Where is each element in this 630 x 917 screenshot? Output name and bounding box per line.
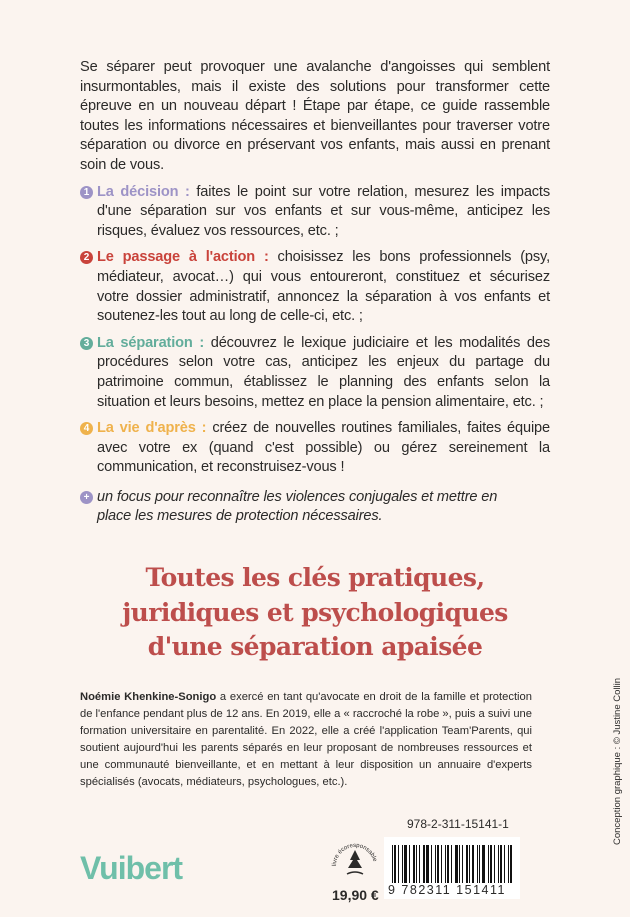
step-text: choisissez les bons professionnels (psy, médiateur, avocat…) qui vous entoureront, constituez et sécurisez votre dossier administratif, annoncez la séparation à vos enfants et soutenez-les tout au long de celle-ci, etc. ; <box>97 249 551 325</box>
barcode-bar <box>394 845 396 883</box>
barcode <box>384 837 520 899</box>
number-3-icon: 3 <box>80 337 93 350</box>
barcode-bar <box>494 845 495 883</box>
step-text: créez de nouvelles routines familiales, faites équipe avec votre ex (quand c'est possible) ou gérez sereinement la communication, et reconstruisez-vous ! <box>97 420 550 476</box>
barcode-bar <box>490 845 492 883</box>
barcode-bar <box>498 845 499 883</box>
barcode-bar <box>472 845 474 883</box>
step-label: Le passage à l'action : <box>97 249 269 266</box>
barcode-number: 9 782311 151411 <box>388 882 506 897</box>
number-2-icon: 2 <box>80 251 93 264</box>
barcode-bar <box>477 845 478 883</box>
back-cover-column <box>80 0 550 917</box>
step-4 <box>80 419 550 478</box>
plus-icon: + <box>80 491 93 504</box>
step-3 <box>80 334 550 412</box>
barcode-bar <box>508 845 509 883</box>
headline-line-2: juridiques et psychologiques <box>122 597 508 627</box>
barcode-bar <box>431 845 432 883</box>
barcode-bar <box>500 845 502 883</box>
barcode-bar <box>459 845 460 883</box>
barcode-bar <box>482 845 485 883</box>
barcode-bar <box>451 845 452 883</box>
intro-paragraph: Se séparer peut provoquer une avalanche d'angoisses qui semblent insurmontables, mais il existe des solutions pour transformer cette épreuve en un nouveau départ ! Étape par étape, ce guide rassemble toutes les informations nécessaires et bienveillantes pour traverser votre séparation ou divorce en préservant vos enfants, mais aussi en prenant soin de vous. <box>80 59 550 173</box>
barcode-bar <box>488 845 489 883</box>
number-1-icon: 1 <box>80 186 93 199</box>
barcode-bar <box>466 845 468 883</box>
step-1 <box>80 183 550 242</box>
headline <box>60 561 570 665</box>
barcode-bar <box>423 845 425 883</box>
step-text: découvrez le lexique judiciaire et les modalités des procédures selon votre cas, anticipez les enjeux du partage du patrimoine commun, établissez le planning des enfants selon la situation et leurs besoins, mettez en place la pension alimentaire, etc. ; <box>97 334 550 410</box>
eco-label-text: livre écoresponsable <box>331 842 378 866</box>
barcode-bar <box>392 845 393 883</box>
barcode-bar <box>455 845 458 883</box>
eco-label-icon <box>330 836 380 882</box>
barcode-bar <box>445 845 446 883</box>
barcode-bar <box>419 845 420 883</box>
isbn: 978-2-311-15141-1 <box>407 816 509 831</box>
barcode-bar <box>479 845 480 883</box>
price: 19,90 € <box>332 886 379 903</box>
step-label: La vie d'après : <box>97 420 207 437</box>
barcode-bar <box>447 845 449 883</box>
barcode-bar <box>416 845 417 883</box>
number-4-icon: 4 <box>80 422 93 435</box>
barcode-bar <box>435 845 436 883</box>
design-credit: Conception graphique : © Justine Collin <box>612 677 623 845</box>
focus-text: un focus pour reconnaître les violences conjugales et mettre en place les mesures de protection nécessaires. <box>97 488 498 525</box>
barcode-bar <box>402 845 403 883</box>
barcode-bar <box>510 845 512 883</box>
barcode-bar <box>413 845 415 883</box>
author-name: Noémie Khenkine-Sonigo <box>80 690 217 703</box>
bio-text: a exercé en tant qu'avocate en droit de la famille et protection de l'enfance pendant plus de 12 ans. En 2019, elle a « raccroché la robe », puis a suivi une formation universitaire en parentalité. En 2022, elle a créé l'application Team'Parents, qui soutient aujourd'hui les parents séparés en leur proposant de nombreuses ressources et une communauté bienveillante, et en mettant à leur disposition un annuaire d'experts spécialisés (avocats, médiateurs, psychologues, etc.). <box>80 690 532 788</box>
step-2 <box>80 248 550 326</box>
bottom-section <box>80 817 530 917</box>
barcode-bar <box>469 845 470 883</box>
publisher-logo: Vuibert <box>80 849 183 886</box>
headline-line-1: Toutes les clés pratiques, <box>145 563 485 593</box>
step-label: La séparation : <box>97 334 205 351</box>
barcode-bar <box>404 845 407 883</box>
barcode-bar <box>462 845 463 883</box>
step-label: La décision : <box>97 183 190 200</box>
step-text: faites le point sur votre relation, mesurez les impacts d'une séparation sur vos enfants et sur vous-même, anticipez les risques, évaluez vos ressources, etc. ; <box>97 183 550 239</box>
barcode-bar <box>409 845 410 883</box>
barcode-bar <box>398 845 399 883</box>
barcode-bar <box>426 845 429 883</box>
tree-icon <box>348 850 362 868</box>
barcode-bar <box>504 845 505 883</box>
author-bio <box>80 689 532 791</box>
barcode-bars <box>392 845 512 883</box>
barcode-bar <box>441 845 442 883</box>
headline-line-3: d'une séparation apaisée <box>147 632 483 662</box>
focus-note <box>80 488 517 527</box>
barcode-bar <box>437 845 439 883</box>
